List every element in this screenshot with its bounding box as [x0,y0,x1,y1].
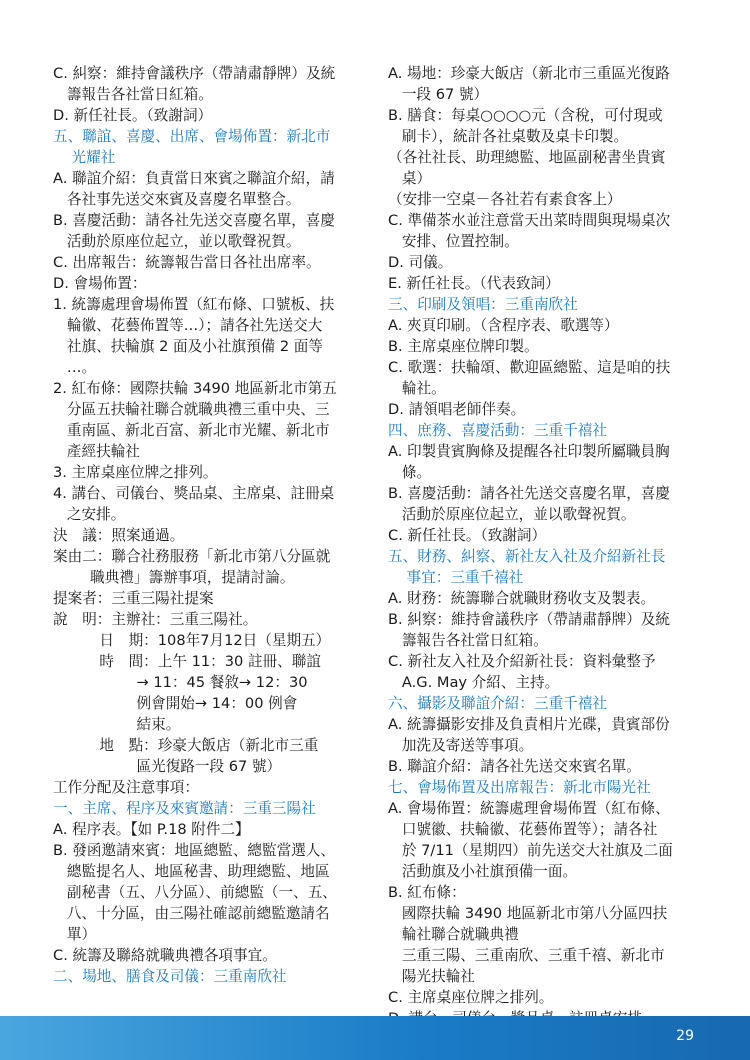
text-line: 區光復路一段 67 號） [53,758,282,775]
text-line: （各社社長、助理總監、地區副秘書坐貴賓 [388,149,666,166]
text-line: 決 議：照案通過。 [53,527,185,544]
text-line: C. 糾察：維持會議秩序（帶請肅靜牌）及統 [53,65,336,82]
text-line: 副秘書（五、八分區）、前總監（一、五、 [53,884,337,901]
text-line: 加洗及寄送等事項。 [388,737,534,754]
text-line: 輪徽、花藝佈置等…）；請各社先送交大 [53,317,323,334]
text-line: 分區五扶輪社聯合就職典禮三重中央、三 [53,401,330,418]
section-heading-line: 四、庶務、喜慶活動：三重千禧社 [388,422,607,439]
text-line: 結束。 [53,716,181,733]
text-line: C. 出席報告：統籌報告當日各社出席率。 [53,254,321,271]
section-heading-line: 五、財務、糾察、新社友入社及介紹新社長 [388,548,666,565]
text-line: 工作分配及注意事項： [53,779,199,796]
footer-bar [0,1016,750,1060]
section-heading-line: 事宜：三重千禧社 [388,569,524,586]
left-column [53,63,371,987]
text-line: 活動於原座位起立，並以歌聲祝賀。 [388,506,636,523]
text-line: 地 點：珍豪大飯店（新北市三重 [53,737,319,754]
text-line: C. 統籌及聯絡就職典禮各項事宜。 [53,947,277,964]
text-line: 刷卡），統計各社桌數及桌卡印製。 [388,128,629,145]
text-line: C. 新社友入社及介紹新社長：資料彙整予 [388,653,656,670]
text-line: B. 發函邀請來賓：地區總監、總監當選人、 [53,842,335,859]
text-line: 職典禮」籌辦事項，提請討論。 [53,569,295,586]
text-line: D. 請領唱老師伴奏。 [388,401,526,418]
section-heading-line: 五、聯誼、喜慶、出席、會場佈置：新北市 [53,128,331,145]
text-line: E. 新任社長。（代表致詞） [388,275,560,292]
text-line: 輪社聯合就職典禮 [388,926,519,943]
text-line: D. 會場佈置： [53,275,147,292]
text-line: A. 印製貴賓胸條及提醒各社印製所屬職員胸 [388,443,670,460]
text-line: A. 會場佈置：統籌處理會場佈置（紅布條、 [388,800,670,817]
text-line: 三重三陽、三重南欣、三重千禧、新北市 [388,947,665,964]
text-line: 條。 [388,464,432,481]
text-line: 桌） [388,170,432,187]
text-line: 時 間：上午 11：30 註冊、聯誼 [53,653,321,670]
text-line: B. 膳食：每桌○○○○元（含稅，可付現或 [388,107,663,124]
text-line: …。 [53,359,97,376]
section-heading-line: 光耀社 [53,149,116,166]
text-line: 單） [53,926,97,943]
text-line: 重南區、新北百富、新北市光耀、新北市 [53,422,330,439]
text-line: 安排、位置控制。 [388,233,519,250]
text-line: A. 場地：珍豪大飯店（新北市三重區光復路 [388,65,670,82]
text-line: B. 主席桌座位牌印製。 [388,338,539,355]
text-line: 各社事先送交來賓及喜慶名單整合。 [53,191,301,208]
text-line: D. 司儀。 [388,254,453,271]
text-line: A. 聯誼介紹：負責當日來賓之聯誼介紹，請 [53,170,335,187]
text-line: 一段 67 號） [388,86,489,103]
text-line: A. 財務：統籌聯合就職財務收支及製表。 [388,590,656,607]
section-heading-line: 二、場地、膳食及司儀：三重南欣社 [53,968,287,985]
text-line: 輪社。 [388,380,446,397]
section-heading-line: 六、攝影及聯誼介紹：三重千禧社 [388,695,607,712]
text-line: C. 歌選：扶輪頌、歡迎區總監、這是咱的扶 [388,359,671,376]
text-line: D. 新任社長。（致謝詞） [53,107,213,124]
text-line: 活動旗及小社旗預備一面。 [388,863,578,880]
text-line: 2. 紅布條：國際扶輪 3490 地區新北市第五 [53,380,337,397]
text-line: 日 期：108年7月12日（星期五） [53,632,331,649]
text-line: （安排一空桌－各社若有素食客上） [388,191,622,208]
section-heading-line: 七、會場佈置及出席報告：新北市陽光社 [388,779,651,796]
text-line: 1. 統籌處理會場佈置（紅布條、口號板、扶 [53,296,335,313]
text-line: C. 準備茶水並注意當天出菜時間與現場桌次 [388,212,671,229]
page-number: 29 [676,1028,694,1044]
text-line: 口號徽、扶輪徽、花藝佈置等）；請各社 [388,821,658,838]
text-line: 例會開始→ 14：00 例會 [53,695,298,712]
text-line: 3. 主席桌座位牌之排列。 [53,464,218,481]
text-line: 籌報告各社當日紅箱。 [53,86,213,103]
text-line: A. 夾頁印刷。（含程序表、歌選等） [388,317,619,334]
text-line: 籌報告各社當日紅箱。 [388,632,548,649]
text-line: 提案者：三重三陽社提案 [53,590,214,607]
text-line: B. 聯誼介紹：請各社先送交來賓名單。 [388,758,641,775]
text-line: 陽光扶輪社 [388,968,475,985]
text-line: 案由二：聯合社務服務「新北市第八分區就 [53,548,331,565]
text-line: 活動於原座位起立，並以歌聲祝賀。 [53,233,301,250]
text-line: C. 主席桌座位牌之排列。 [388,989,554,1006]
text-line: A. 統籌攝影安排及負責相片光碟，貴賓部份 [388,716,670,733]
text-line: A. 程序表。【如 P.18 附件二】 [53,821,250,838]
text-line: 國際扶輪 3490 地區新北市第八分區四扶 [388,905,668,922]
text-line: 之安排。 [53,506,126,523]
text-line: 產經扶輪社 [53,443,140,460]
text-line: 總監提名人、地區秘書、助理總監、地區 [53,863,330,880]
text-line: 社旗、扶輪旗 2 面及小社旗預備 2 面等 [53,338,323,355]
text-line: B. 紅布條： [388,884,466,901]
section-heading-line: 三、印刷及領唱：三重南欣社 [388,296,578,313]
text-line: B. 糾察：維持會議秩序（帶請肅靜牌）及統 [388,611,670,628]
text-line: 八、十分區，由三陽社確認前總監邀請名 [53,905,330,922]
text-line: C. 新任社長。（致謝詞） [388,527,547,544]
text-line: 於 7/11（星期四）前先送交大社旗及二面 [388,842,673,859]
text-line: 說 明：主辦社：三重三陽社。 [53,611,258,628]
text-line: 4. 講台、司儀台、獎品桌、主席桌、註冊桌 [53,485,335,502]
text-line: A.G. May 介紹、主持。 [388,674,560,691]
text-line: → 11：45 餐敘→ 12：30 [53,674,308,691]
text-line: B. 喜慶活動：請各社先送交喜慶名單，喜慶 [53,212,335,229]
right-column [388,63,708,1029]
text-line: B. 喜慶活動：請各社先送交喜慶名單，喜慶 [388,485,670,502]
section-heading-line: 一、主席、程序及來賓邀請：三重三陽社 [53,800,316,817]
